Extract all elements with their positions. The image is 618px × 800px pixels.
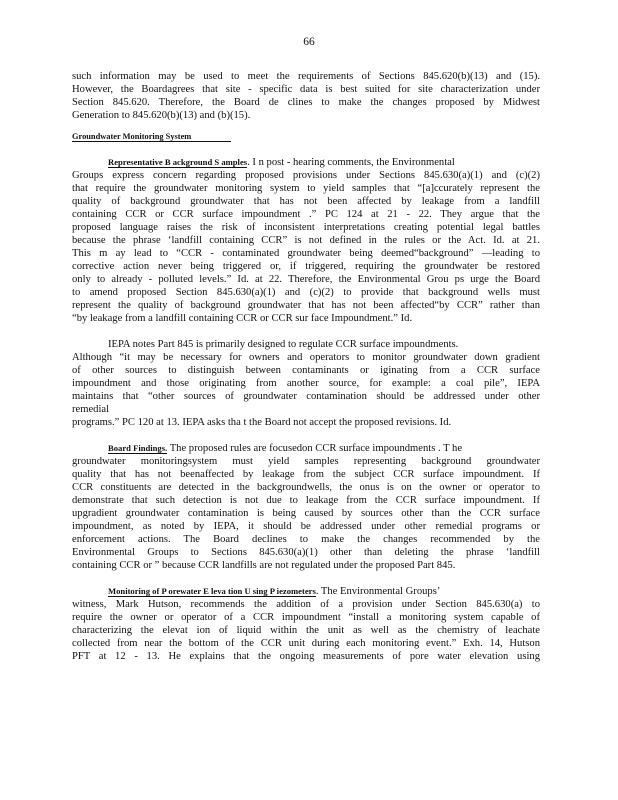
text-line: “by leakage from a landfill containing CCR or CCR sur face Impoundment.” Id. <box>72 313 413 324</box>
text-line: because the phrase ‘landfill containing CCR” is not defined in the rules or the Act. Id. at 21. <box>72 235 540 246</box>
page-number: 66 <box>303 36 315 48</box>
paragraph-2 <box>72 156 540 325</box>
text-line: Generation to 845.620(b)(13) and (b)(15). <box>72 110 251 121</box>
text-line: quality of background groundwater that has not been affected by leakage from a landfill <box>72 196 540 207</box>
text-line: Groups express concern regarding proposed provisions under Sections 845.630(a)(1) and (c)(2) <box>72 170 540 181</box>
text-line: Environmental Groups to Sections 845.630(a)(1) other than deleting the phrase ‘landfill <box>72 547 540 558</box>
subheading-monitoring-porewater-elevation: Monitoring of P orewater E leva tion U sing P iezometers <box>108 586 316 596</box>
text-line: IEPA notes Part 845 is primarily designed to regulate CCR surface impoundments. <box>108 339 459 350</box>
text-line: containing CCR or CCR surface impoundment .” PC 124 at 21 - 22. They argue that the <box>72 209 540 220</box>
document-body <box>72 70 540 663</box>
text-line: Although “it may be necessary for owners and operators to monitor groundwater down gradient <box>72 352 540 363</box>
text-line: collected from near the bottom of the CCR unit during each monitoring event.” Exh. 14, Hutson <box>72 638 540 649</box>
text-line: demonstrate that such detection is not due to leakage from the CCR surface impoundment. If <box>72 495 540 506</box>
text-line <box>72 442 540 455</box>
text-line: witness, Mark Hutson, recommends the addition of a provision under Section 845.630(a) to <box>72 599 540 610</box>
paragraph-3 <box>72 338 540 429</box>
text-line: impoundment, as noted by IEPA, it should be addressed under other remedial programs or <box>72 521 540 532</box>
text-line: groundwater monitoringsystem must yield samples representing background groundwater <box>72 456 540 467</box>
paragraph-text: . I n post - hearing comments, the Environmental <box>247 157 455 168</box>
text-line: CCR constituents are detected in the backgroundwells, the onus is on the owner or operator to <box>72 482 540 493</box>
text-line: require the owner or operator of a CCR impoundment “install a monitoring system capable of <box>72 612 540 623</box>
text-line: such information may be used to meet the requirements of Sections 845.620(b)(13) and (15). <box>72 71 540 82</box>
text-line: PFT at 12 - 13. He explains that the ongoing measurements of pore water elevation using <box>72 651 540 662</box>
section-heading <box>72 130 540 143</box>
paragraph-text: The proposed rules are focusedon CCR surface impoundments . T he <box>167 443 463 454</box>
text-line: impoundment and those originating from another source, for example: a coal pile”, IEPA <box>72 378 540 389</box>
text-line: proposed language raises the risk of inconsistent interpretations creating potential legal battles <box>72 222 540 233</box>
text-line: characterizing the elevat ion of liquid within the unit as well as the chemistry of leachate <box>72 625 540 636</box>
subheading-representative-background-samples: Representative B ackground S amples <box>108 157 248 167</box>
text-line: However, the Boardagrees that site - specific data is best suited for site characterization under <box>72 84 540 95</box>
text-line: programs.” PC 120 at 13. IEPA asks tha t the Board not accept the proposed revisions. Id. <box>72 417 452 428</box>
text-line <box>72 585 540 598</box>
text-line: that require the groundwater monitoring system to yield samples that “[a]ccurately represent the <box>72 183 540 194</box>
paragraph-4 <box>72 442 540 572</box>
text-line: upgradient groundwater contamination is being caused by sources other than the CCR surface <box>72 508 540 519</box>
text-line: This m ay lead to “CCR - contaminated groundwater being deemed“background” —leading to <box>72 248 540 259</box>
text-line: maintains that “other sources of groundwater contamination should be addressed under other <box>72 391 540 402</box>
text-line: Section 845.620. Therefore, the Board de clines to make the changes proposed by Midwest <box>72 97 540 108</box>
text-line: containing CCR or ” because CCR landfills are not regulated under the proposed Part 845. <box>72 560 456 571</box>
text-line: of other sources to distinguish between contaminants or iginating from a CCR surface <box>72 365 540 376</box>
text-line: only to already - polluted levels.” Id. at 22. Therefore, the Environmental Grou ps urge the Board <box>72 274 540 285</box>
paragraph-1 <box>72 70 540 122</box>
subheading-board-findings: Board Findings. <box>108 443 168 453</box>
text-line <box>72 156 540 169</box>
paragraph-5 <box>72 585 540 663</box>
text-line: enforcement actions. The Board declines to make the changes recommended by the <box>72 534 540 545</box>
text-line: corrective action never being triggered or, if triggered, requiring the groundwater be restored <box>72 261 540 272</box>
text-line: remedial <box>72 404 110 415</box>
section-heading-text: Groundwater Monitoring System <box>72 132 231 142</box>
text-line: represent the quality of background groundwater that has not been affected“by CCR” rather than <box>72 300 540 311</box>
text-line: quality that has not beenaffected by leakage from the subject CCR surface impoundment. If <box>72 469 540 480</box>
text-line: to amend proposed Section 845.630(a)(1) and (c)(2) to provide that background wells must <box>72 287 540 298</box>
paragraph-text: . The Environmental Groups’ <box>315 586 441 597</box>
